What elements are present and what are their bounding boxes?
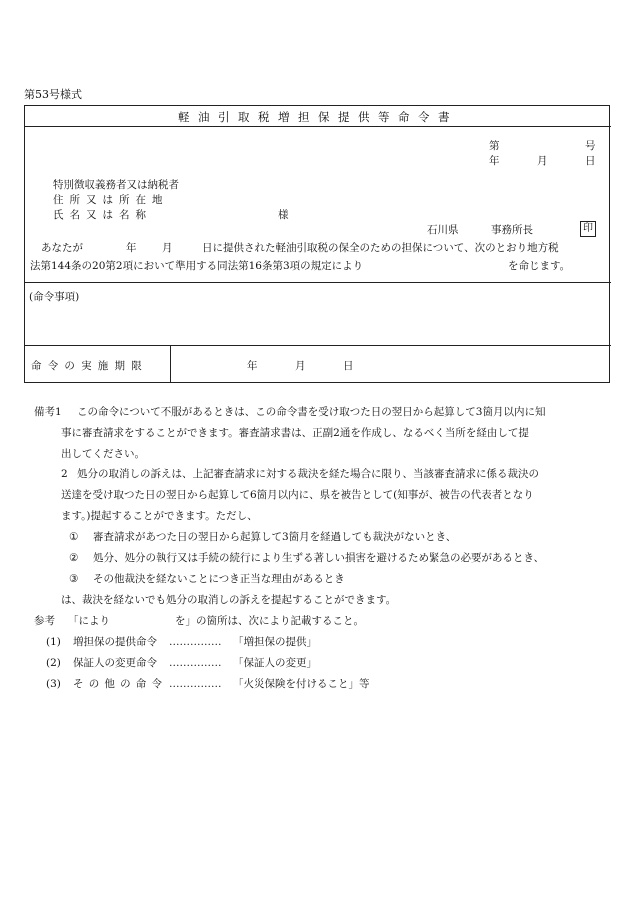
body-line1-month: 月 [162,242,173,254]
period-year: 年 [247,360,258,372]
reference-item-label: その他の命令 [73,678,168,690]
number-suffix: 号 [585,140,596,152]
sub2-text: 処分、処分の執行又は手続の続行により生ずる著しい損害を避けるため緊急の必要があるとき、 [93,552,545,564]
note2-prefix: 2 [61,468,68,480]
reference-text-start: 「により [68,615,110,627]
reference-item-dots: …………… [169,636,222,648]
reference-item-value: 「保証人の変更」 [233,657,317,669]
address-label: 住所又は所在地 [53,194,169,206]
date-month: 月 [537,155,548,167]
period-label: 命令の実施期限 [31,360,148,372]
body-line2-end: を命じます。 [508,260,571,272]
reference-text-end: を」の箇所は、次により記載すること。 [175,615,364,627]
order-items-divider [25,282,611,283]
reference-item-dots: …………… [169,678,222,690]
period-month: 月 [295,360,306,372]
period-divider [25,345,611,346]
note1-line3: 出してください。 [61,448,145,460]
body-line1-year: 年 [126,242,137,254]
recipient-role: 特別徴収義務者又は納税者 [53,179,179,191]
reference-item-number: (3) [46,678,61,690]
sub3-mark: ③ [69,573,79,585]
form-number: 第53号様式 [24,88,82,101]
date-day: 日 [585,155,596,167]
reference-prefix: 参考 [34,615,55,627]
sub1-mark: ① [69,531,79,543]
body-line1-start: あなたが [41,242,83,254]
note2-end: は、裁決を経ないでも処分の取消しの訴えを提起することができます。 [61,594,397,606]
order-items-label: (命令事項) [29,291,80,303]
reference-item-label: 増担保の提供命令 [73,636,157,648]
note1-prefix: 備考1 [34,406,62,418]
number-prefix: 第 [489,140,500,152]
issuer-office: 事務所長 [491,224,533,236]
reference-item-dots: …………… [169,657,222,669]
title-divider [25,126,611,127]
body-line2-start: 法第144条の20第2項において準用する同法第16条第3項の規定により [30,260,364,272]
reference-item-number: (2) [46,657,61,669]
body-line1-rest: 日に提供された軽油引取税の保全のための担保について、次のとおり地方税 [202,242,559,254]
honorific: 様 [278,209,289,221]
document-title: 軽油引取税増担保提供等命令書 [178,110,458,124]
name-label: 氏名又は名称 [53,209,152,221]
period-day: 日 [343,360,354,372]
note1-line2: 事に審査請求をすることができます。審査請求書は、正副2通を作成し、なるべく当所を経由して提 [61,427,529,439]
note2-line2: 送達を受け取つた日の翌日から起算して6箇月以内に、県を被告として(知事が、被告の代表者となり [61,489,534,501]
reference-item-value: 「火災保険を付けること」等 [233,678,370,690]
reference-item-number: (1) [46,636,61,648]
note2-line3: ます。)提起することができます。ただし、 [61,510,258,522]
sub2-mark: ② [69,552,79,564]
sub1-text: 審査請求があつた日の翌日から起算して3箇月を経過しても裁決がないとき、 [93,531,457,543]
sub3-text: その他裁決を経ないことにつき正当な理由があるとき [93,573,345,585]
order-form-box [24,105,610,383]
period-column-divider [170,345,171,383]
note1-line1: この命令について不服があるときは、この命令書を受け取つた日の翌日から起算して3箇月以内に知 [77,406,546,418]
date-year: 年 [489,155,500,167]
reference-item-value: 「増担保の提供」 [233,636,317,648]
reference-item-label: 保証人の変更命令 [73,657,157,669]
note2-line1: 処分の取消しの訴えは、上記審査請求に対する裁決を経た場合に限り、当該審査請求に係る裁決の [77,468,539,480]
issuer-prefecture: 石川県 [427,224,459,236]
seal-mark: 印 [580,221,596,237]
